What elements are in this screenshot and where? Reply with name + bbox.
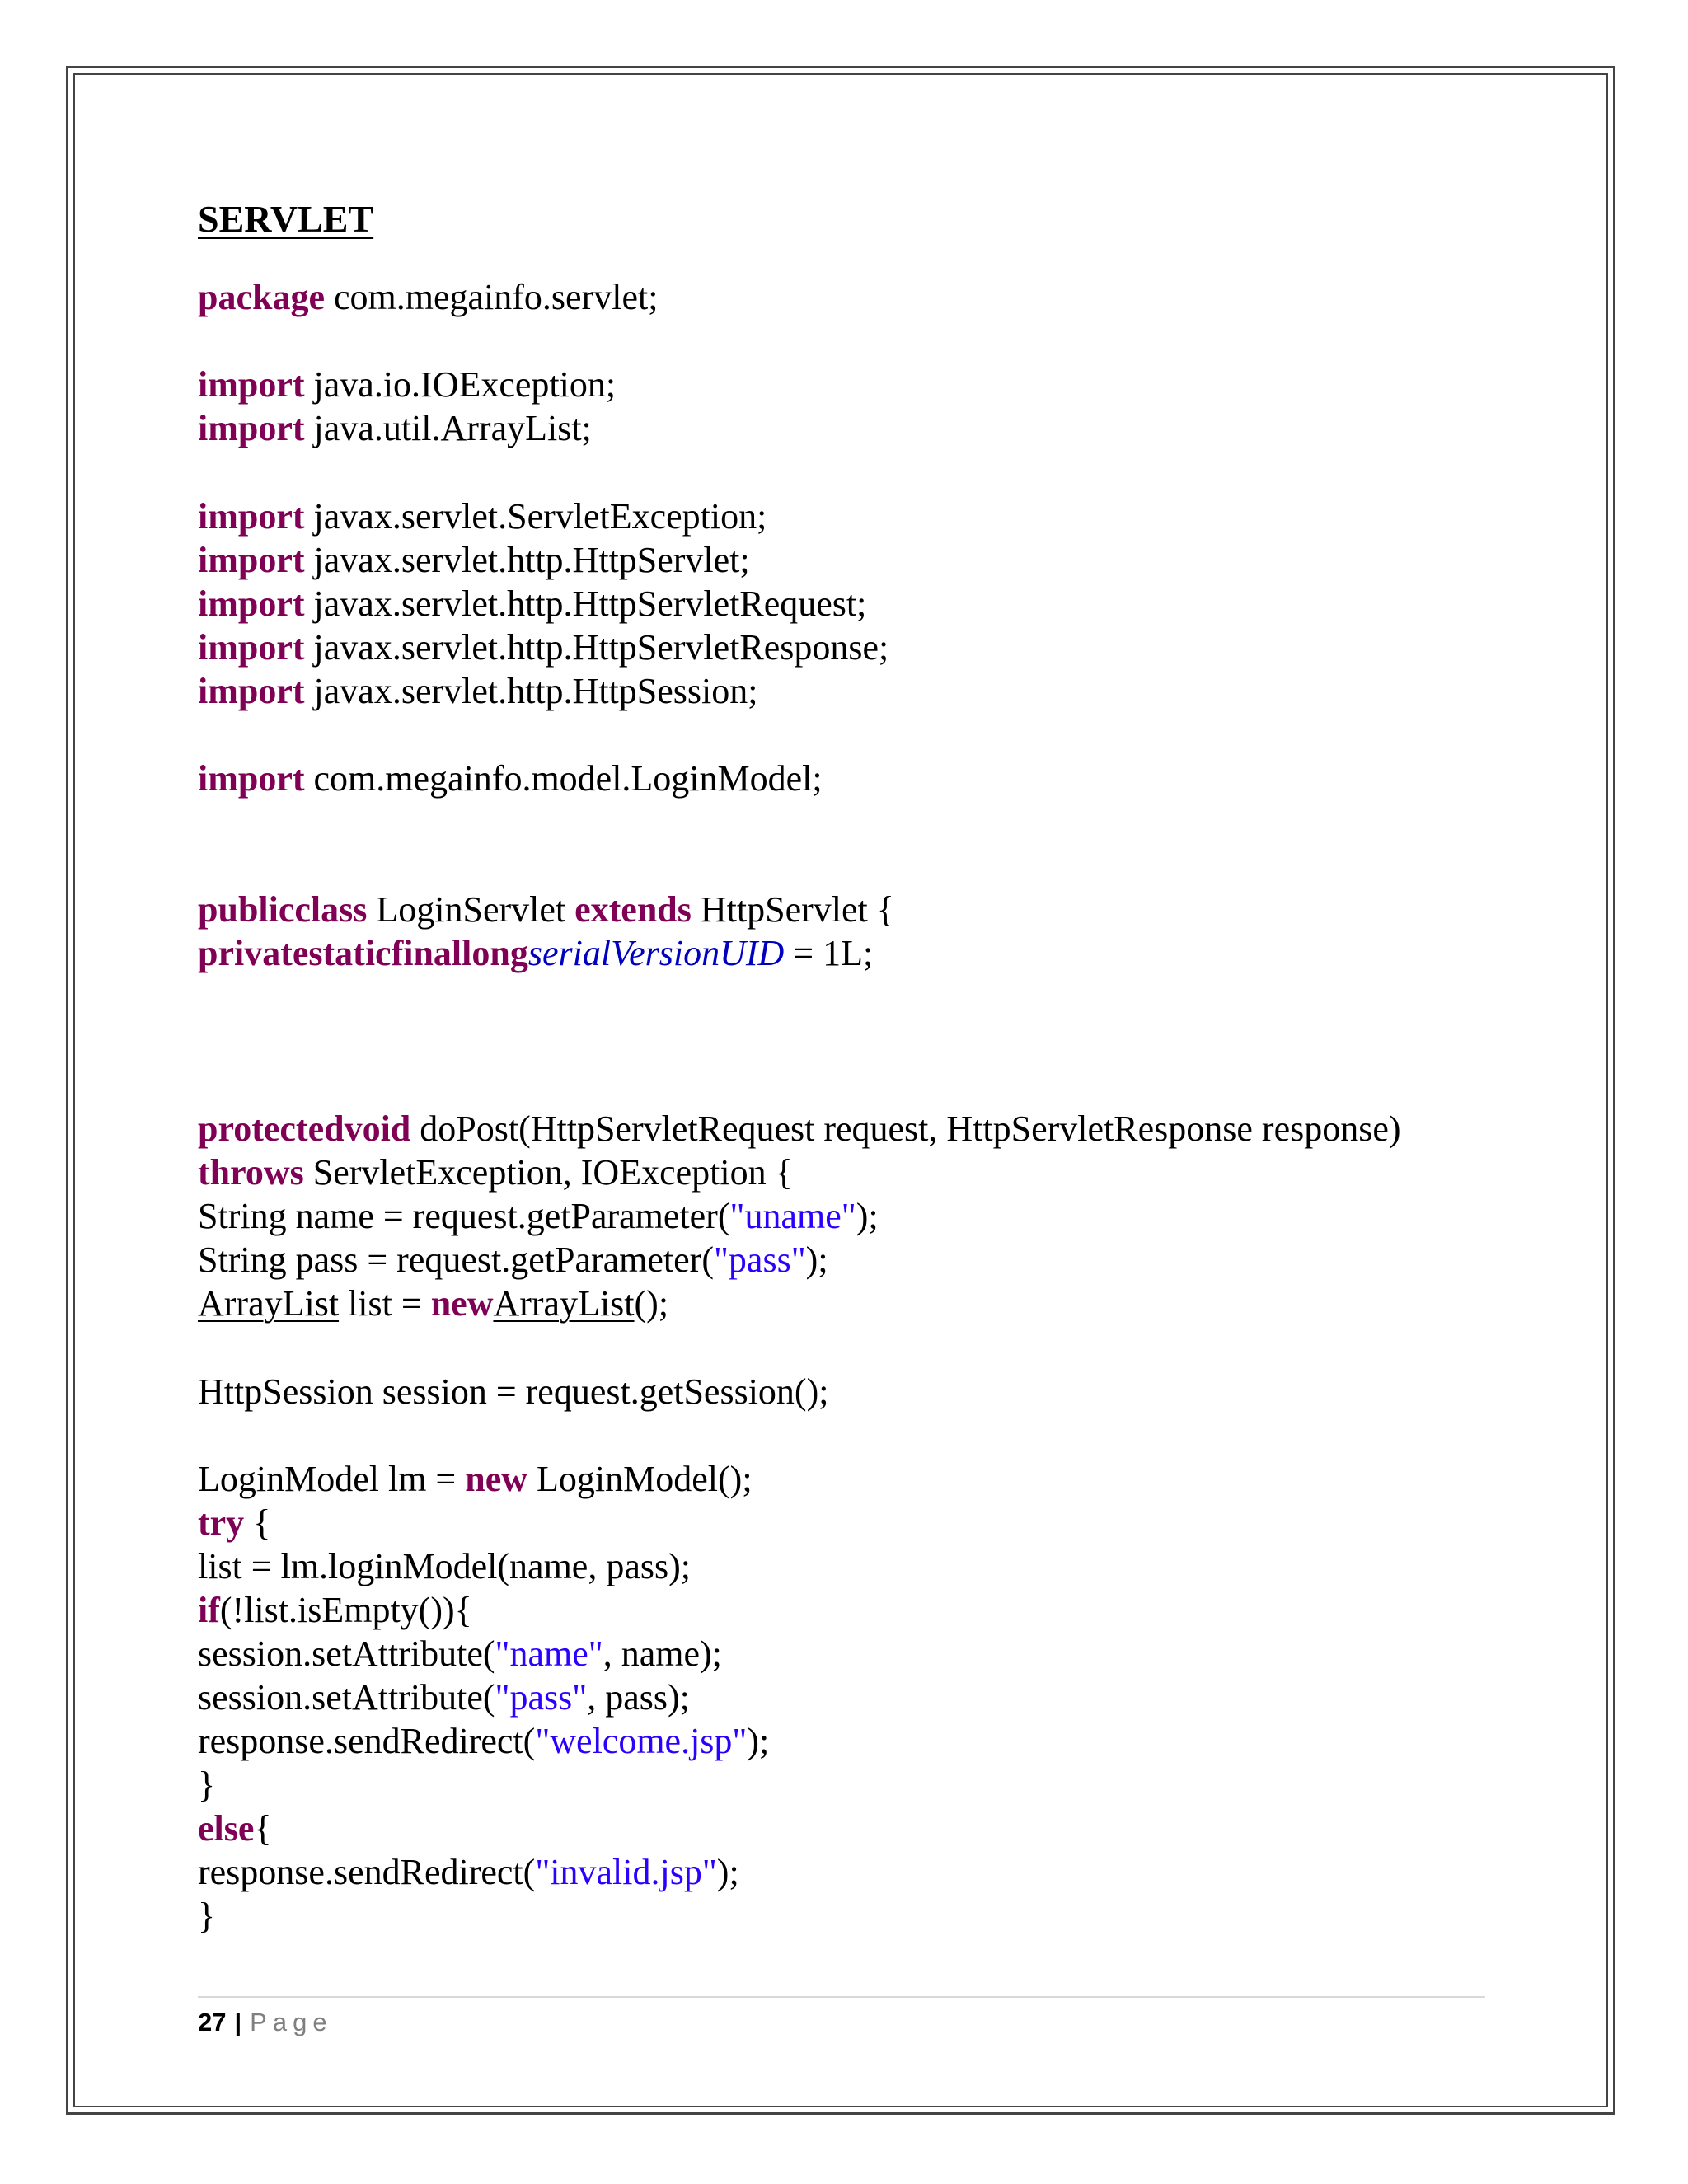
keyword: package [198, 277, 325, 317]
code-text: LoginServlet [367, 889, 575, 930]
footer-separator: | [234, 2008, 242, 2036]
page-label: Page [250, 2008, 333, 2036]
code-text: ); [716, 1852, 739, 1892]
string-literal: "pass" [713, 1240, 806, 1280]
code-text: LoginModel lm = [198, 1459, 466, 1499]
keyword: new [465, 1459, 528, 1499]
keyword: import [198, 758, 305, 799]
keyword: else [198, 1808, 255, 1849]
code-text: com.megainfo.model.LoginModel; [304, 758, 823, 799]
code-line-close-brace [198, 1763, 215, 1807]
code-text: (!list.isEmpty()){ [219, 1590, 472, 1630]
code-line-import [198, 582, 866, 626]
code-text: , name); [603, 1633, 722, 1674]
code-text: { [244, 1502, 271, 1543]
code-text: java.io.IOException; [304, 364, 617, 405]
code-line-serial-version [198, 931, 873, 976]
section-heading: SERVLET [198, 198, 374, 240]
keyword: import [198, 496, 305, 537]
string-literal: "pass" [495, 1677, 588, 1718]
code-text: ServletException, IOException { [303, 1152, 793, 1193]
code-line-import [198, 538, 750, 583]
keyword: try [198, 1502, 245, 1543]
keyword: import [198, 671, 305, 711]
code-text: javax.servlet.ServletException; [304, 496, 767, 537]
code-text: response.sendRedirect( [198, 1721, 536, 1761]
code-text: java.util.ArrayList; [304, 408, 592, 448]
keyword: import [198, 364, 305, 405]
code-text: response.sendRedirect( [198, 1852, 536, 1892]
keyword: protectedvoid [198, 1108, 411, 1149]
string-literal: "name" [495, 1633, 603, 1674]
code-text: = 1L; [784, 933, 874, 973]
code-text: } [198, 1896, 216, 1936]
code-line-import [198, 363, 616, 407]
code-text: javax.servlet.http.HttpServletRequest; [304, 583, 867, 624]
code-line-set-name [198, 1632, 722, 1676]
keyword: if [198, 1590, 220, 1630]
code-text: javax.servlet.http.HttpServlet; [304, 540, 750, 580]
code-line-get-name [198, 1194, 879, 1239]
code-line-import [198, 406, 592, 451]
code-text: session.setAttribute( [198, 1677, 495, 1718]
code-text: javax.servlet.http.HttpSession; [304, 671, 758, 711]
code-text: HttpSession session = request.getSession(); [198, 1371, 829, 1412]
code-line-redirect-invalid [198, 1850, 739, 1895]
code-line-set-pass [198, 1675, 690, 1720]
keyword: throws [198, 1152, 304, 1193]
code-text: ); [747, 1721, 770, 1761]
code-line-throws [198, 1151, 793, 1195]
page-footer [198, 2004, 333, 2041]
code-text: list = [339, 1283, 431, 1324]
code-line-login-model [198, 1457, 753, 1502]
code-line-session [198, 1370, 828, 1414]
code-text: doPost(HttpServletRequest request, HttpServletResponse response) [410, 1108, 1401, 1149]
code-line-redirect-welcome [198, 1719, 769, 1764]
keyword: new [430, 1283, 494, 1324]
code-text: list = lm.loginModel(name, pass); [198, 1546, 691, 1586]
keyword: publicclass [198, 889, 368, 930]
keyword: extends [574, 889, 692, 930]
keyword: import [198, 540, 305, 580]
code-line-close-brace [198, 1894, 215, 1938]
code-line-import [198, 626, 889, 670]
code-line-login-call [198, 1544, 691, 1589]
type-name: ArrayList [198, 1283, 340, 1324]
code-text: { [254, 1808, 272, 1849]
page-number: 27 [198, 2008, 227, 2036]
keyword: import [198, 408, 305, 448]
field-name: serialVersionUID [528, 933, 785, 973]
keyword: privatestaticfinallong [198, 933, 528, 973]
code-text: javax.servlet.http.HttpServletResponse; [304, 627, 889, 668]
string-literal: "welcome.jsp" [535, 1721, 748, 1761]
code-line-package [198, 275, 658, 320]
code-line-import [198, 494, 767, 539]
code-text: ); [805, 1240, 828, 1280]
code-text: session.setAttribute( [198, 1633, 495, 1674]
code-line-import [198, 757, 823, 801]
code-text: String pass = request.getParameter( [198, 1240, 714, 1280]
code-text: HttpServlet { [691, 889, 894, 930]
code-text: com.megainfo.servlet; [325, 277, 659, 317]
code-text: } [198, 1765, 216, 1805]
code-text: LoginModel(); [528, 1459, 753, 1499]
code-text: ); [856, 1196, 879, 1236]
string-literal: "invalid.jsp" [535, 1852, 717, 1892]
code-text: String name = request.getParameter( [198, 1196, 730, 1236]
code-line-if [198, 1588, 472, 1633]
code-line-class-declaration [198, 888, 894, 932]
keyword: import [198, 627, 305, 668]
code-line-method-signature [198, 1107, 1401, 1151]
keyword: import [198, 583, 305, 624]
code-line-get-pass [198, 1238, 828, 1282]
code-text: , pass); [587, 1677, 690, 1718]
code-line-import [198, 669, 757, 714]
footer-divider [198, 1996, 1485, 1998]
code-line-else [198, 1807, 272, 1851]
string-literal: "uname" [729, 1196, 856, 1236]
code-line-arraylist [198, 1282, 668, 1326]
code-text: (); [634, 1283, 669, 1324]
type-name: ArrayList [493, 1283, 635, 1324]
code-line-try [198, 1501, 270, 1545]
